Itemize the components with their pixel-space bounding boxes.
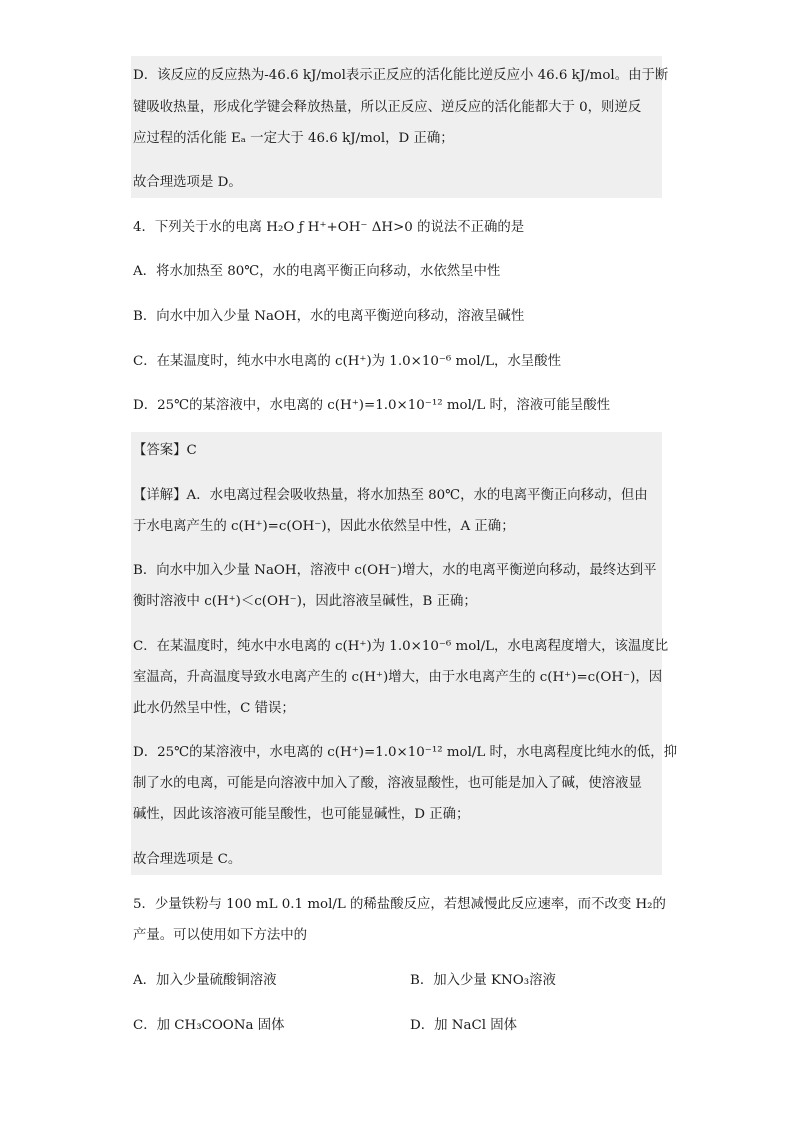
q3-conclusion: 故合理选项是 D。 — [133, 175, 242, 190]
q4-option-d: D．25℃的某溶液中，水电离的 c(H⁺)=1.0×10⁻¹² mol/L 时，溶液可能呈酸性 — [133, 398, 611, 413]
q4-explanation-line-3: B．向水中加入少量 NaOH，溶液中 c(OH⁻)增大，水的电离平衡逆向移动，最终达到平 — [133, 563, 657, 578]
q4-explanation-line-9: 制了水的电离，可能是向溶液中加入了酸，溶液显酸性，也可能是加入了碱，使溶液显 — [133, 776, 642, 791]
q4-explanation-line-1: 【详解】A．水电离过程会吸收热量，将水加热至 80℃，水的电离平衡正向移动，但由 — [133, 488, 648, 503]
q4-explanation-line-2: 于水电离产生的 c(H⁺)=c(OH⁻)，因此水依然呈中性，A 正确； — [133, 519, 515, 534]
q4-explanation-line-6: 室温高，升高温度导致水电离产生的 c(H⁺)增大，由于水电离产生的 c(H⁺)=c(OH⁻)，因 — [133, 670, 663, 685]
q4-answer: 【答案】C — [133, 443, 197, 458]
q4-explanation-line-4: 衡时溶液中 c(H⁺)＜c(OH⁻)，因此溶液呈碱性，B 正确； — [133, 594, 477, 609]
q4-explanation-line-5: C．在某温度时，纯水中水电离的 c(H⁺)为 1.0×10⁻⁶ mol/L，水电离程度增大，该温度比 — [133, 639, 669, 654]
q5-option-a: A．加入少量硫酸铜溶液 — [133, 973, 277, 988]
q3-explanation-line-1: D．该反应的反应热为-46.6 kJ/mol表示正反应的活化能比逆反应小 46.6 kJ/mol。由于断 — [133, 68, 669, 83]
q4-option-a: A．将水加热至 80℃，水的电离平衡正向移动，水依然呈中性 — [133, 264, 501, 279]
q4-explanation-line-10: 碱性，因此该溶液可能呈酸性，也可能显碱性，D 正确； — [133, 807, 470, 822]
q4-conclusion: 故合理选项是 C。 — [133, 852, 242, 867]
q4-option-c: C．在某温度时，纯水中水电离的 c(H⁺)为 1.0×10⁻⁶ mol/L，水呈酸性 — [133, 354, 561, 369]
q4-explanation-line-8: D．25℃的某溶液中，水电离的 c(H⁺)=1.0×10⁻¹² mol/L 时，水电离程度比纯水的低，抑 — [133, 745, 678, 760]
q3-explanation-line-2: 键吸收热量，形成化学键会释放热量，所以正反应、逆反应的活化能都大于 0，则逆反 — [133, 100, 642, 115]
q4-explanation-line-7: 此水仍然呈中性，C 错误； — [133, 701, 295, 716]
q5-option-b: B．加入少量 KNO₃溶液 — [410, 973, 556, 988]
q5-option-d: D．加 NaCl 固体 — [410, 1018, 518, 1033]
q3-explanation-line-3: 应过程的活化能 Eₐ 一定大于 46.6 kJ/mol，D 正确； — [133, 131, 454, 146]
q4-stem: 4．下列关于水的电离 H₂O ƒ H⁺+OH⁻ ΔH>0 的说法不正确的是 — [133, 220, 525, 235]
q5-stem-line-2: 产量。可以使用如下方法中的 — [133, 928, 308, 943]
q5-stem-line-1: 5．少量铁粉与 100 mL 0.1 mol/L 的稀盐酸反应，若想减慢此反应速率，而不改变 H₂的 — [133, 897, 666, 912]
q4-option-b: B．向水中加入少量 NaOH，水的电离平衡逆向移动，溶液呈碱性 — [133, 309, 525, 324]
q5-option-c: C．加 CH₃COONa 固体 — [133, 1018, 285, 1033]
